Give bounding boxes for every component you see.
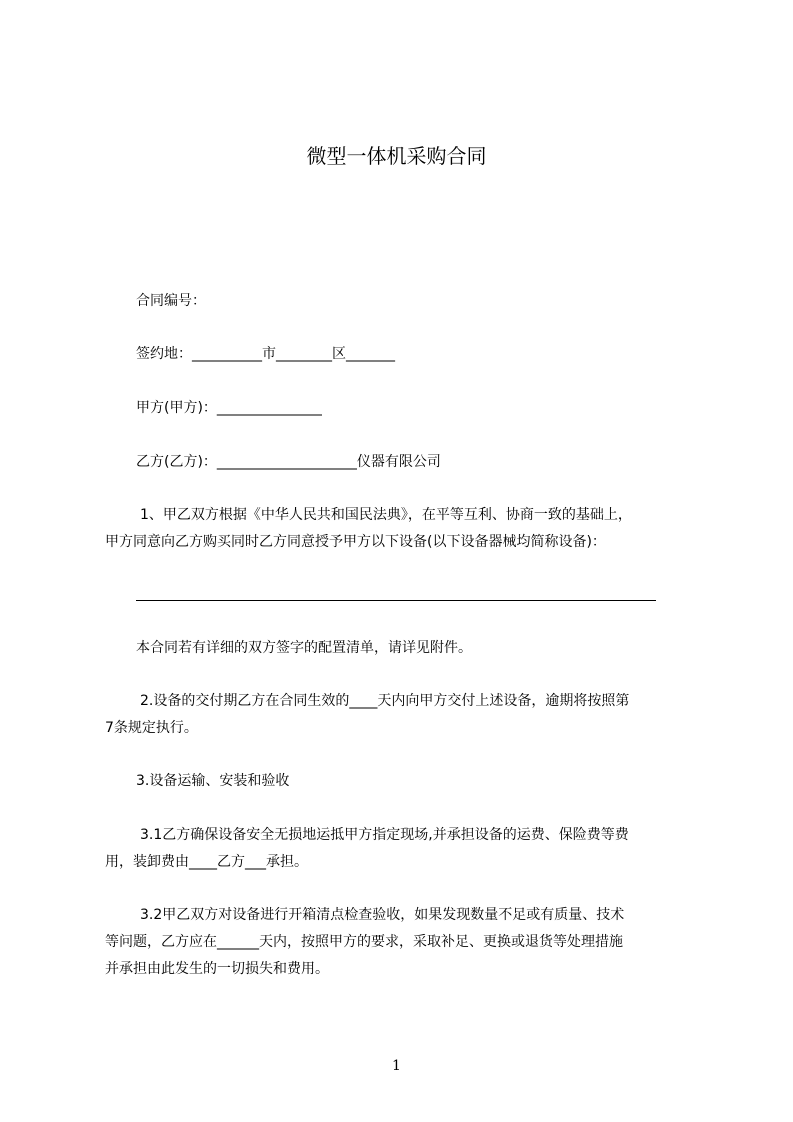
party-b-line: 乙方(乙方)：____________________仪器有限公司 <box>136 454 441 470</box>
clause-2-line-2: 7条规定执行。 <box>105 720 198 736</box>
page-number: 1 <box>392 1058 401 1074</box>
party-a-line: 甲方(甲方)：_______________ <box>136 400 322 416</box>
sign-place-line: 签约地：__________市________区_______ <box>136 346 395 362</box>
clause-3-heading: 3.设备运输、安装和验收 <box>136 773 290 789</box>
clause-3-2-line-1: 3.2甲乙双方对设备进行开箱清点检查验收，如果发现数量不足或有质量、技术 <box>140 907 625 923</box>
contract-number-label: 合同编号： <box>136 293 206 309</box>
document-title: 微型一体机采购合同 <box>306 144 487 168</box>
clause-3-2-line-2: 等问题，乙方应在______天内，按照甲方的要求，采取补足、更换或退货等处理措施 <box>105 934 623 950</box>
clause-3-2-line-3: 并承担由此发生的一切损失和费用。 <box>105 961 329 977</box>
clause-3-1-line-1: 3.1乙方确保设备安全无损地运抵甲方指定现场,并承担设备的运费、保险费等费 <box>140 827 629 843</box>
clause-1-line-2: 甲方同意向乙方购买同时乙方同意授予甲方以下设备(以下设备器械均简称设备)： <box>105 534 606 550</box>
config-list-note: 本合同若有详细的双方签字的配置清单，请详见附件。 <box>136 640 472 656</box>
clause-2-line-1: 2.设备的交付期乙方在合同生效的____天内向甲方交付上述设备，逾期将按照第 <box>140 693 630 709</box>
clause-3-1-line-2: 用，装卸费由____乙方___承担。 <box>105 854 308 870</box>
equipment-blank-line <box>136 600 656 601</box>
clause-1-line-1: 1、甲乙双方根据《中华人民共和国民法典》，在平等互利、协商一致的基础上， <box>140 507 632 523</box>
